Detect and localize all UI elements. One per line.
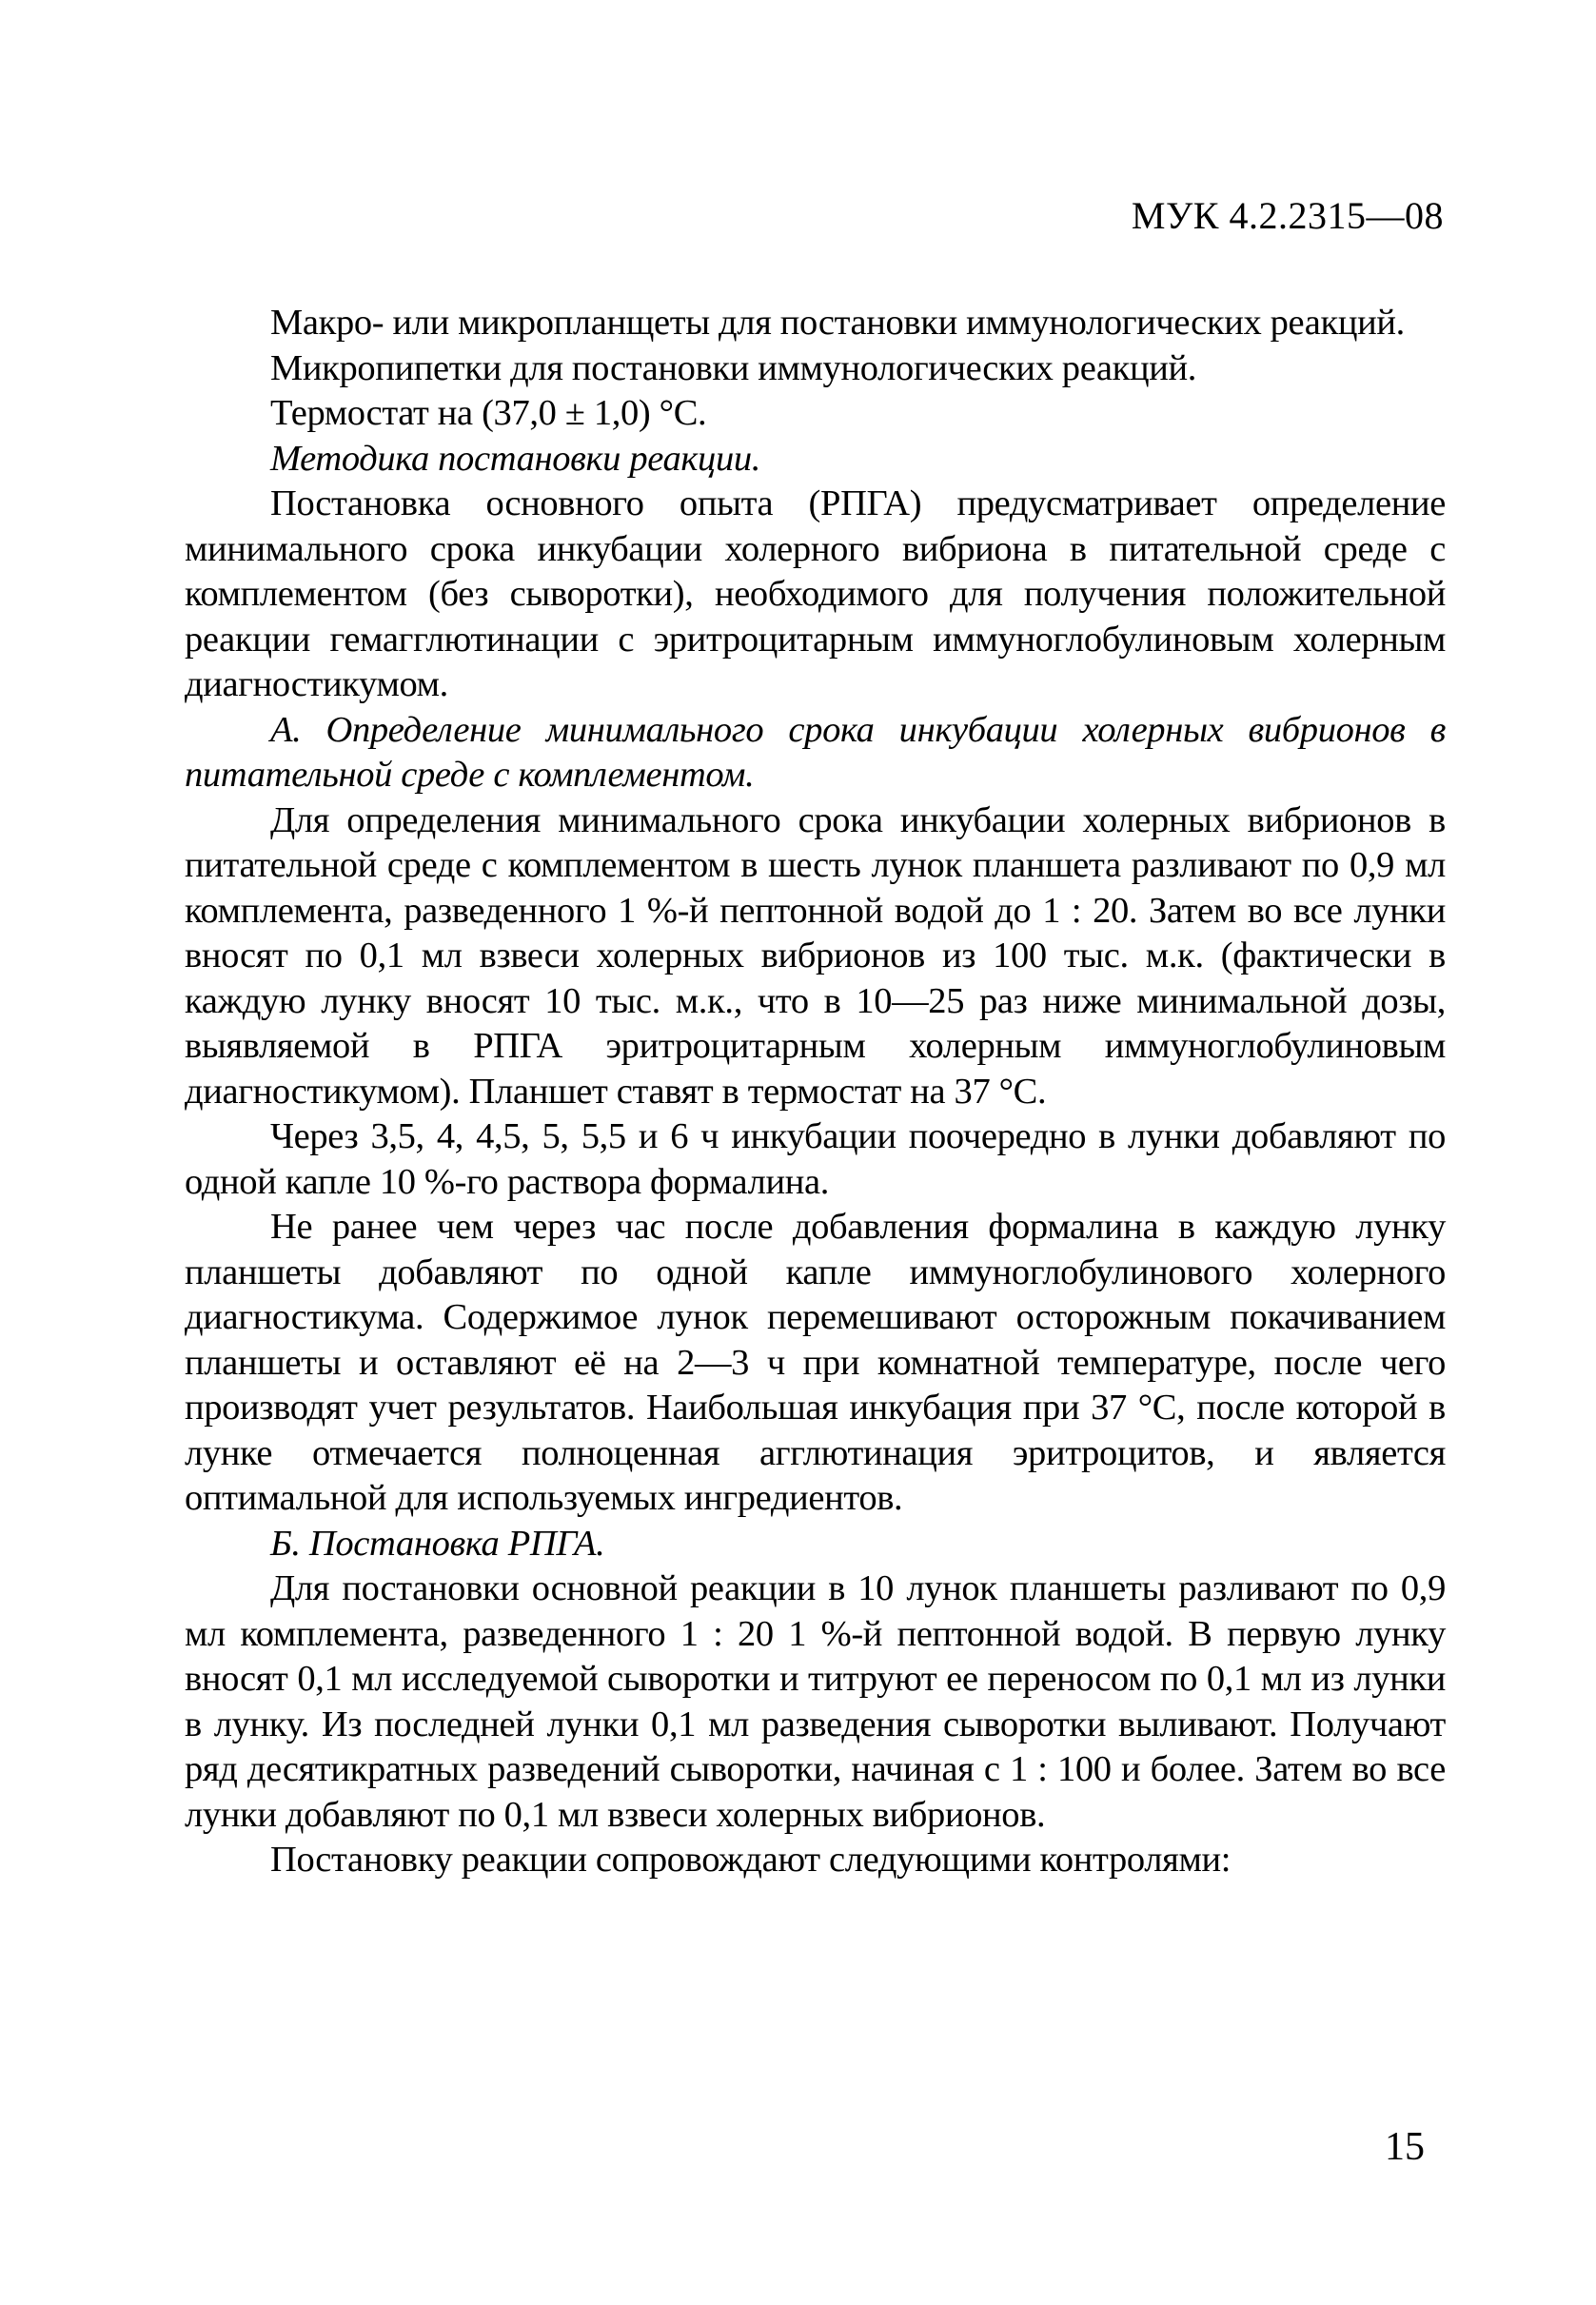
paragraph-8: Через 3,5, 4, 4,5, 5, 5,5 и 6 ч инкубации поочередно в лунки добавляют по одной капле 10 %-го раствора формалина.: [185, 1116, 1446, 1202]
document-body: [185, 301, 1446, 1883]
paragraph-12: Постановку реакции сопровождают следующими контролями:: [270, 1840, 1231, 1880]
paragraph-11: Для постановки основной реакции в 10 лунок планшеты разливают по 0,9 мл комплемента, разведенного 1 : 20 1 %-й пептонной водой. В первую лунку вносят 0,1 мл исследуемой сыворотки и титруют ее переносом по 0,1 мл из лунки в лунку. Из последней лунки 0,1 мл разведения сыворотки выливают. Получают ряд десятикратных разведений сыворотки, начиная с 1 : 100 и более. Затем во все лунки добавляют по 0,1 мл взвеси холерных вибрионов.: [185, 1568, 1446, 1835]
paragraph-9: Не ранее чем через час после добавления формалина в каждую лунку планшеты добавляют по одной капле иммуноглобулинового холерного диагностикума. Содержимое лунок перемешивают осторожным покачиванием планшеты и оставляют её на 2—3 ч при комнатной температуре, после чего производят учет результатов. Наибольшая инкубация при 37 °С, после которой в лунке отмечается полноценная агглютинация эритроцитов, и является оптимальной для используемых ингредиентов.: [185, 1207, 1446, 1518]
document-code-header: МУК 4.2.2315—08: [1131, 194, 1444, 237]
paragraph-5: Постановка основного опыта (РПГА) предусматривает определение минимального срока инкубации холерного вибриона в питательной среде с комплементом (без сыворотки), необходимого для получения положительной реакции гемагглютинации с эритроцитарным иммуноглобулиновым холерным диагностикумом.: [185, 483, 1446, 704]
paragraph-7: Для определения минимального срока инкубации холерных вибрионов в питательной среде с комплементом в шесть лунок планшета разливают по 0,9 мл комплемента, разведенного 1 %-й пептонной водой до 1 : 20. Затем во все лунки вносят по 0,1 мл взвеси холерных вибрионов из 100 тыс. м.к. (фактически в каждую лунку вносят 10 тыс. м.к., что в 10—25 раз ниже минимальной дозы, выявляемой в РПГА эритроцитарным холерным иммуноглобулиновым диагностикумом). Планшет ставят в термостат на 37 °С.: [185, 799, 1446, 1112]
paragraph-10: Б. Постановка РПГА.: [270, 1523, 605, 1564]
paragraph-4: Методика постановки реакции.: [270, 438, 761, 479]
paragraph-2: Микропипетки для постановки иммунологических реакций.: [270, 347, 1197, 388]
page-number: 15: [1385, 2125, 1425, 2169]
paragraph-6: А. Определение минимального срока инкубации холерных вибрионов в питательной среде с комплементом.: [185, 709, 1446, 795]
paragraph-3: Термостат на (37,0 ± 1,0) °С.: [270, 393, 707, 433]
paragraph-1: Макро- или микропланщеты для постановки иммунологических реакций.: [270, 303, 1405, 343]
